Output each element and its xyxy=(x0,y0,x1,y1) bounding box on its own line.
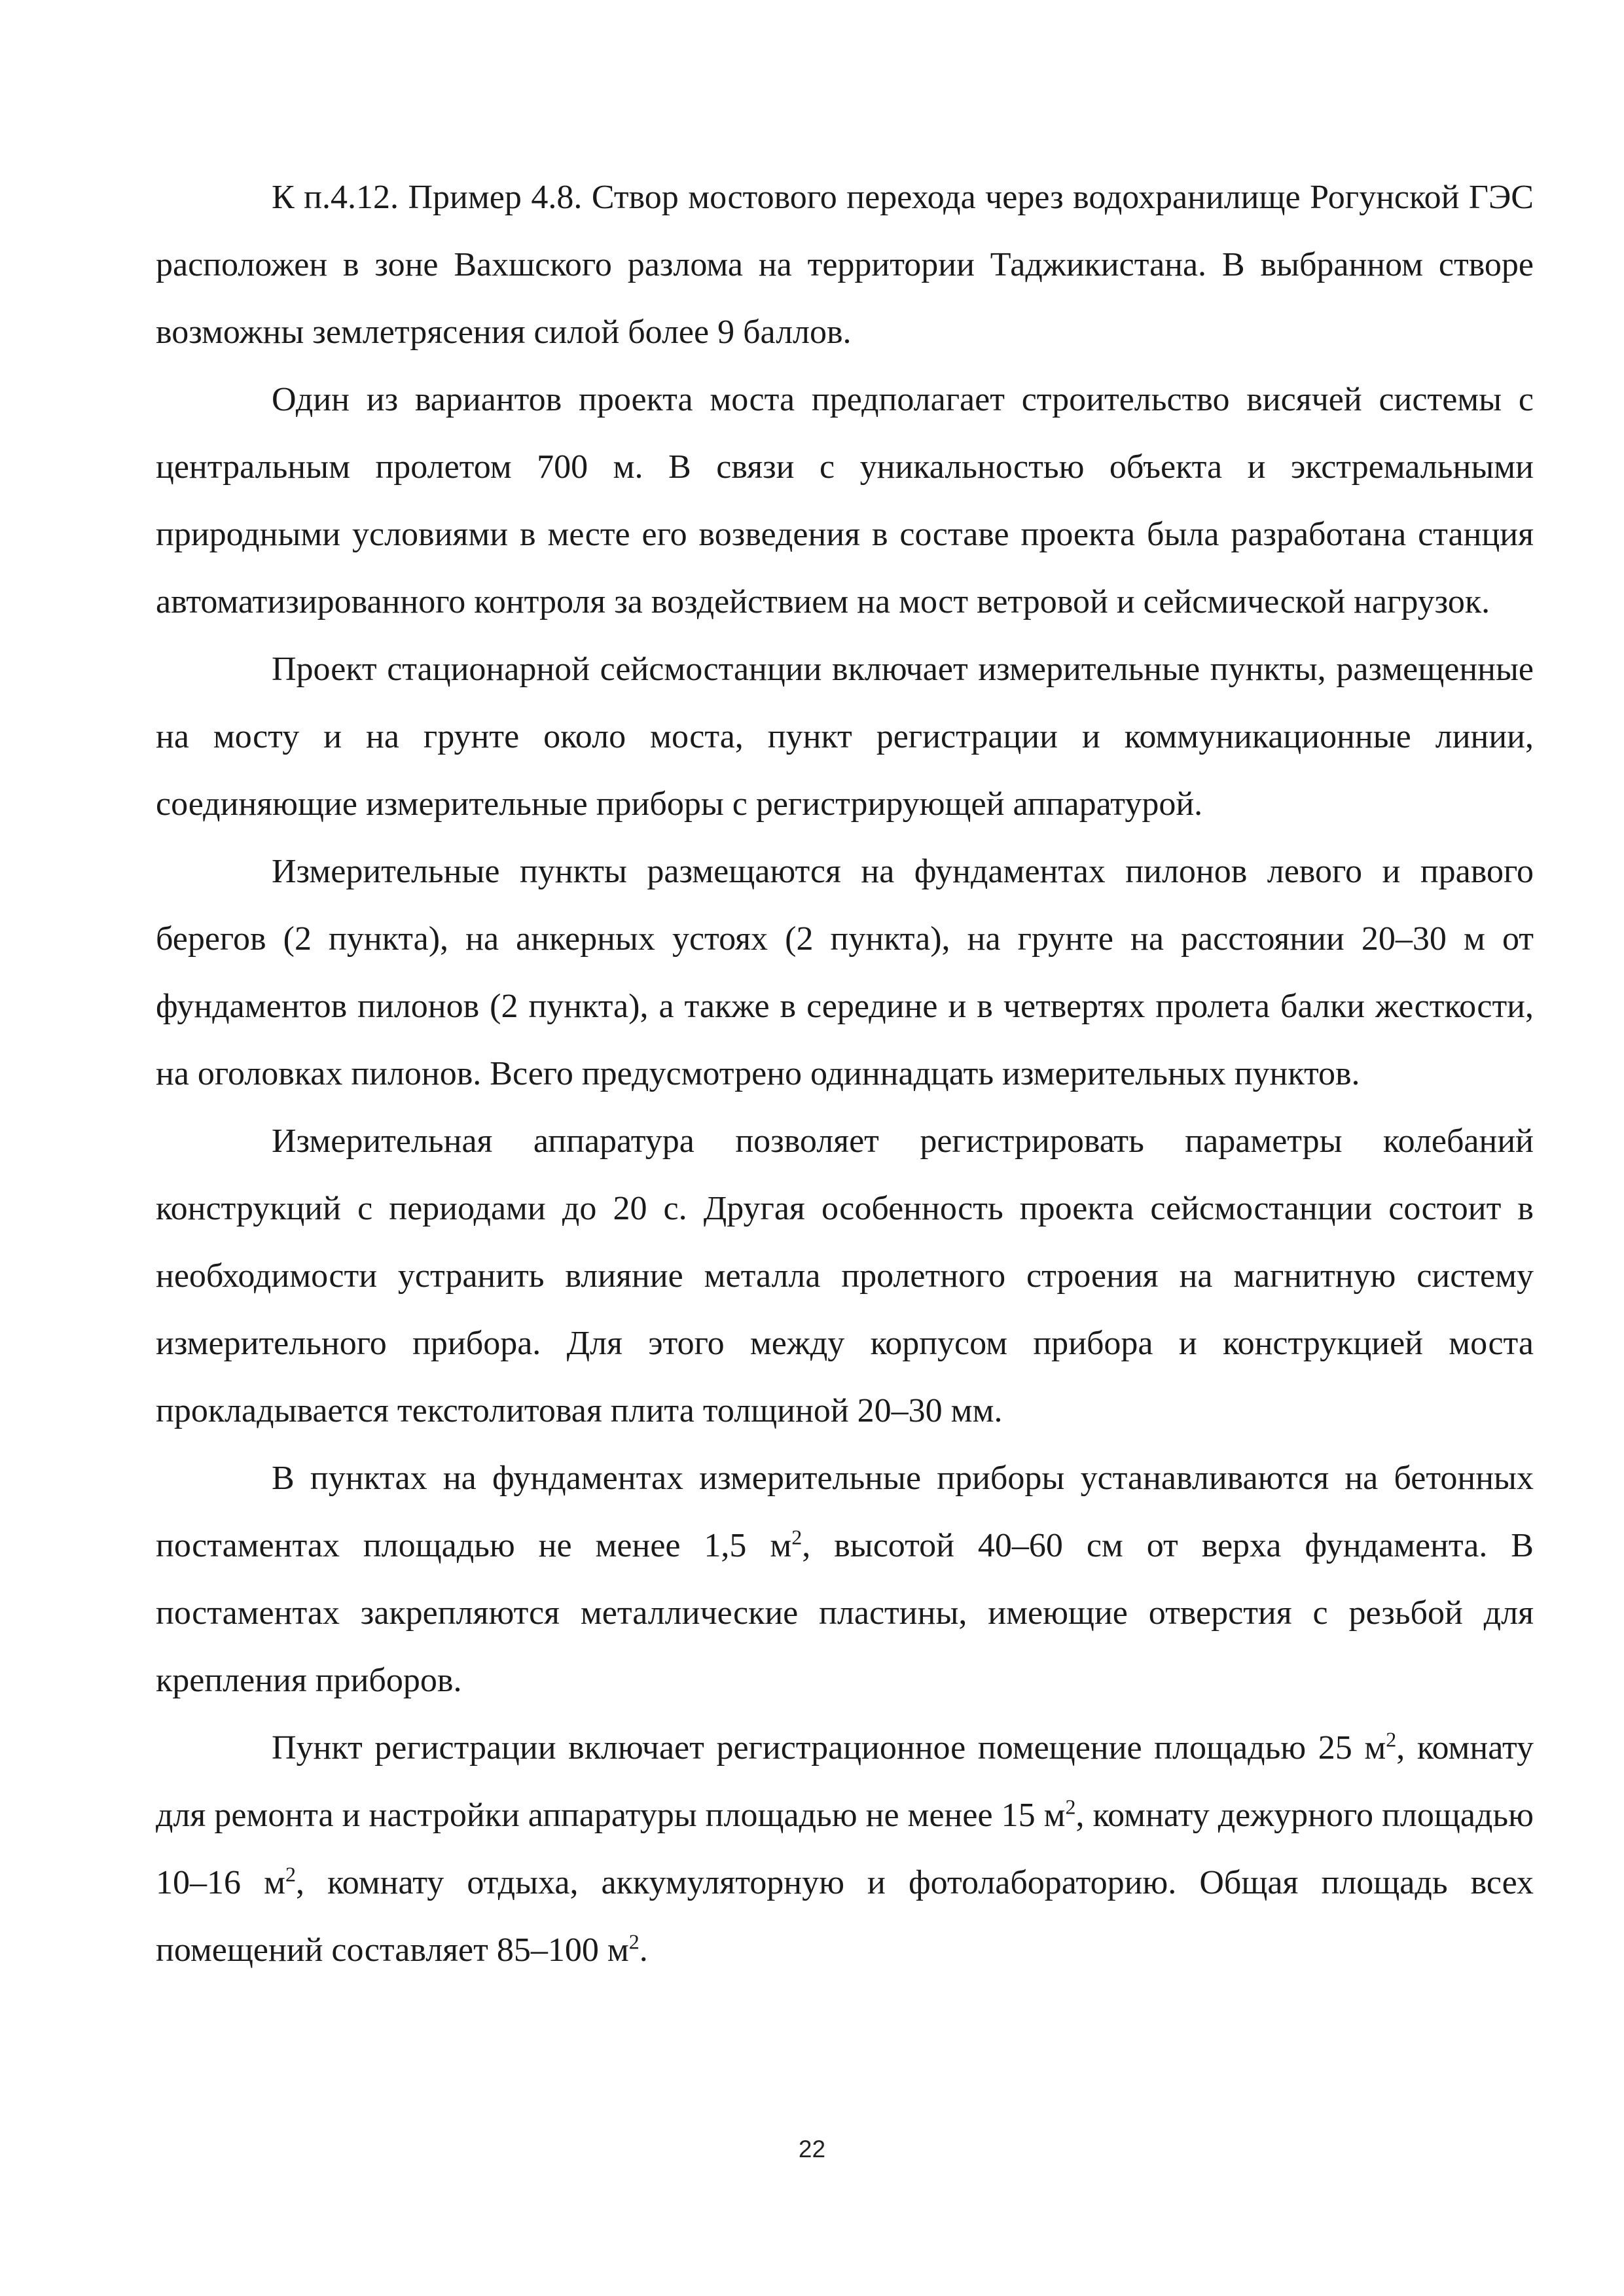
paragraph-text: Пункт регистрации включает регистрационное помещение площадью 25 м xyxy=(272,1729,1386,1767)
paragraph-text: , комнату отдыха, аккумуляторную и фотолабораторию. Общая площадь всех помещений составляет 85–100 м xyxy=(156,1864,1534,1969)
body-text xyxy=(156,164,1534,1984)
superscript: 2 xyxy=(1065,1795,1076,1819)
paragraph-equipment xyxy=(156,1107,1534,1444)
paragraph-text: Один из вариантов проекта моста предполагает строительство висячей системы с центральным пролетом 700 м. В связи с уникальностью объекта и экстремальными природными условиями в месте его возведения в составе проекта была разработана станция автоматизированного контроля за воздействием на мост ветровой и сейсмической нагрузок. xyxy=(156,381,1534,620)
paragraph-seismic-station xyxy=(156,636,1534,838)
paragraph-text: , комнату для ремонта и настройки аппаратуры площадью не менее 15 м xyxy=(156,1729,1534,1834)
superscript: 2 xyxy=(628,1929,640,1954)
paragraph-pedestals xyxy=(156,1444,1534,1714)
paragraph-measurement-points xyxy=(156,838,1534,1107)
superscript: 2 xyxy=(285,1862,296,1886)
paragraph-bridge-project xyxy=(156,366,1534,636)
superscript: 2 xyxy=(1386,1727,1397,1751)
paragraph-text: В пунктах на фундаментах измерительные приборы устанавливаются на бетонных постаментах площадью не менее 1,5 м xyxy=(156,1460,1534,1564)
paragraph-registration-point xyxy=(156,1714,1534,1984)
paragraph-text: К п.4.12. Пример 4.8. Створ мостового перехода через водохранилище Рогунской ГЭС расположен в зоне Вахшского разлома на территории Таджикистана. В выбранном створе возможны землетрясения силой более 9 баллов. xyxy=(156,179,1534,351)
paragraph-text: , высотой 40–60 см от верха фундамента. В постаментах закрепляются металлические пластины, имеющие отверстия с резьбой для крепления приборов. xyxy=(156,1527,1534,1699)
paragraph-example-intro xyxy=(156,164,1534,366)
paragraph-text: Проект стационарной сейсмостанции включает измерительные пункты, размещенные на мосту и на грунте около моста, пункт регистрации и коммуникационные линии, соединяющие измерительные приборы с регистрирующей аппаратурой. xyxy=(156,651,1534,823)
paragraph-text: Измерительные пункты размещаются на фундаментах пилонов левого и правого берегов (2 пункта), на анкерных устоях (2 пункта), на грунте на расстоянии 20–30 м от фундаментов пилонов (2 пункта), а также в середине и в четвертях пролета балки жесткости, на оголовках пилонов. Всего предусмотрено одиннадцать измерительных пунктов. xyxy=(156,853,1534,1092)
paragraph-text: . xyxy=(639,1931,648,1969)
paragraph-text: , комнату дежурного площадью 10–16 м xyxy=(156,1797,1534,1901)
paragraph-text: Измерительная аппаратура позволяет регистрировать параметры колебаний конструкций с периодами до 20 с. Другая особенность проекта сейсмостанции состоит в необходимости устранить влияние металла пролетного строения на магнитную систему измерительного прибора. Для этого между корпусом прибора и конструкцией моста прокладывается текстолитовая плита толщиной 20–30 мм. xyxy=(156,1122,1534,1429)
superscript: 2 xyxy=(791,1525,803,1549)
page-number: 22 xyxy=(798,2136,826,2162)
